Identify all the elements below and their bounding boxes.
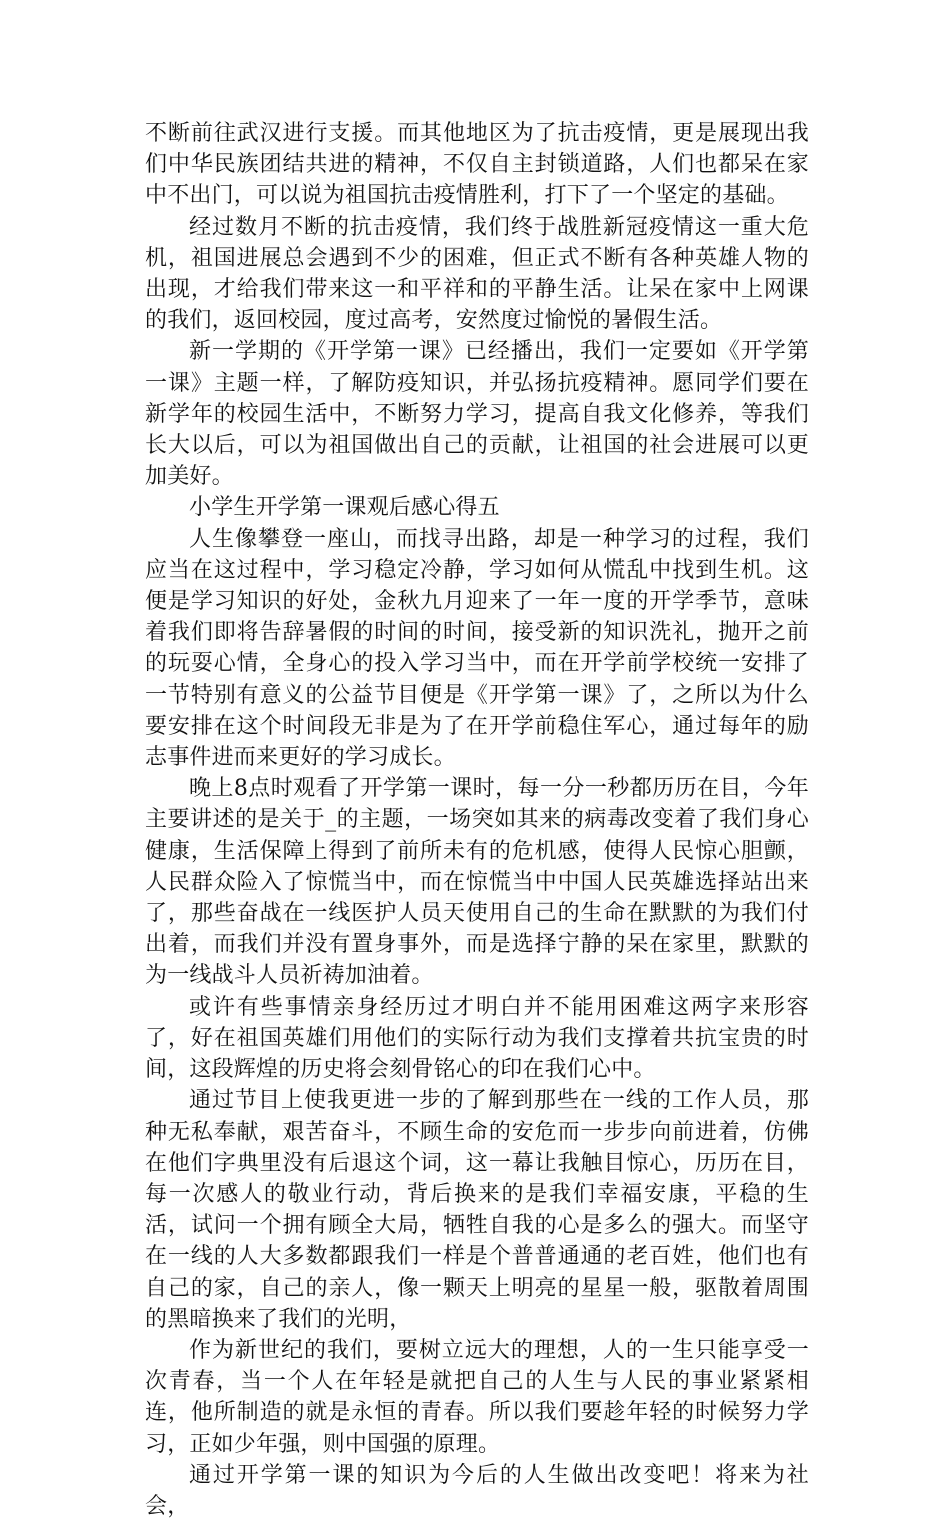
paragraph: 晚上8点时观看了开学第一课时，每一分一秒都历历在目，今年主要讲述的是关于_的主题，一场突如其来的病毒改变着了我们身心健康，生活保障上得到了前所未有的危机感，使得人民惊心胆颤，人民群众险入了惊慌当中，而在惊慌当中中国人民英雄选择站出来了，那些奋战在一线医护人员天使用自己的生命在默默的为我们付出着，而我们并没有置身事外，而是选择宁静的呆在家里，默默的为一线战斗人员祈祷加油着。: [145, 776, 809, 989]
paragraph: 或许有些事情亲身经历过才明白并不能用困难这两字来形容了，好在祖国英雄们用他们的实际行动为我们支撑着共抗宝贵的时间，这段辉煌的历史将会刻骨铭心的印在我们心中。: [145, 994, 809, 1083]
section-heading: 小学生开学第一课观后感心得五: [189, 495, 500, 521]
paragraph: 通过开学第一课的知识为今后的人生做出改变吧！将来为社会，: [145, 1462, 809, 1519]
paragraph: 作为新世纪的我们，要树立远大的理想，人的一生只能享受一次青春，当一个人在年轻是就把自己的人生与人民的事业紧紧相连，他所制造的就是永恒的青春。所以我们要趁年轻的时候努力学习，正如少年强，则中国强的原理。: [145, 1337, 809, 1457]
paragraph-continuation: 不断前往武汉进行支援。而其他地区为了抗击疫情，更是展现出我们中华民族团结共进的精神，不仅自主封锁道路，人们也都呆在家中不出门，可以说为祖国抗击疫情胜利，打下了一个坚定的基础。: [145, 121, 809, 209]
paragraph: 新一学期的《开学第一课》已经播出，我们一定要如《开学第一课》主题一样，了解防疫知识，并弘扬抗疫精神。愿同学们要在新学年的校园生活中，不断努力学习，提高自我文化修养，等我们长大以后，可以为祖国做出自己的贡献，让祖国的社会进展可以更加美好。: [145, 339, 809, 490]
paragraph: 人生像攀登一座山，而找寻出路，却是一种学习的过程，我们应当在这过程中，学习稳定冷静，学习如何从慌乱中找到生机。这便是学习知识的好处，金秋九月迎来了一年一度的开学季节，意味着我们即将告辞暑假的时间的时间，接受新的知识洗礼，抛开之前的玩耍心情，全身心的投入学习当中，而在开学前学校统一安排了一节特别有意义的公益节目便是《开学第一课》了，之所以为什么要安排在这个时间段无非是为了在开学前稳住军心，通过每年的励志事件进而来更好的学习成长。: [145, 526, 809, 771]
document-body: [145, 118, 809, 1522]
paragraph: 通过节目上使我更进一步的了解到那些在一线的工作人员，那种无私奉献，艰苦奋斗，不顾生命的安危而一步步向前进着，仿佛在他们字典里没有后退这个词，这一幕让我触目惊心，历历在目，每一次感人的敬业行动，背后换来的是我们幸福安康，平稳的生活，试问一个拥有顾全大局，牺牲自我的心是多么的强大。而坚守在一线的人大多数都跟我们一样是个普普通通的老百姓，他们也有自己的家，自己的亲人，像一颗天上明亮的星星一般，驱散着周围的黑暗换来了我们的光明，: [145, 1088, 809, 1332]
paragraph: 经过数月不断的抗击疫情，我们终于战胜新冠疫情这一重大危机，祖国进展总会遇到不少的困难，但正式不断有各种英雄人物的出现，才给我们带来这一和平祥和的平静生活。让呆在家中上网课的我们，返回校园，度过高考，安然度过愉悦的暑假生活。: [145, 214, 809, 334]
